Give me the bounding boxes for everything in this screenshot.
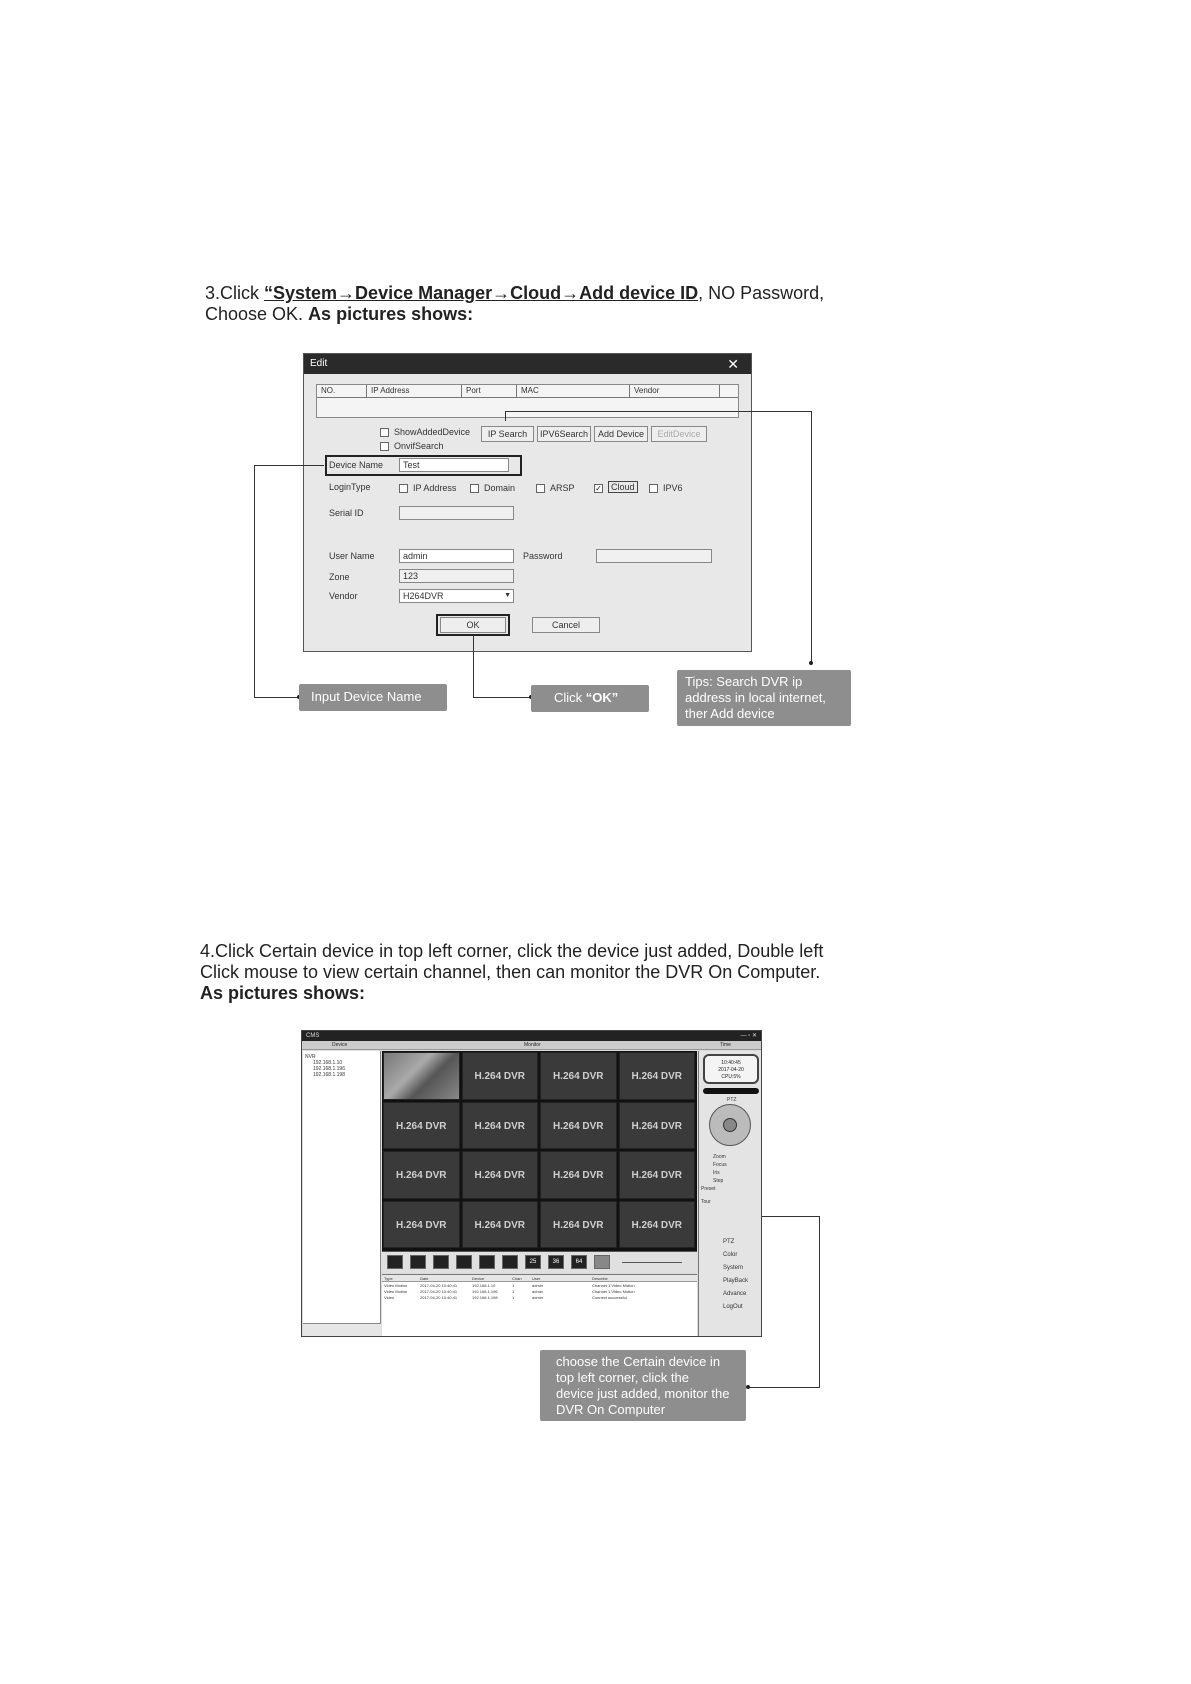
callout-click-ok-pre: Click bbox=[554, 690, 586, 705]
log-col-header: Describe bbox=[592, 1276, 608, 1281]
callout-tips: Tips: Search DVR ip address in local internet, ther Add device bbox=[677, 670, 851, 726]
show-added-checkbox[interactable] bbox=[380, 428, 389, 437]
log-cell: Channel 1 Video Motion bbox=[592, 1289, 635, 1294]
connector-tips-2 bbox=[505, 411, 812, 412]
ptz-title: PTZ bbox=[727, 1097, 737, 1103]
close-icon[interactable]: ✕ bbox=[727, 356, 739, 372]
header-time: Time bbox=[720, 1042, 731, 1048]
connector-step4-2 bbox=[819, 1216, 820, 1388]
tree-footer bbox=[303, 1323, 381, 1336]
vendor-value: H264DVR bbox=[403, 591, 444, 601]
step4-line3: As pictures shows: bbox=[200, 983, 366, 1003]
ptz-focus[interactable]: Focus bbox=[713, 1162, 727, 1168]
app-header-row bbox=[302, 1041, 762, 1050]
log-cell: Video Motion bbox=[384, 1289, 408, 1294]
header-monitor: Monitor bbox=[524, 1042, 541, 1048]
log-cell: 192.168.1.196 bbox=[472, 1289, 498, 1294]
connector-name-2 bbox=[254, 465, 255, 698]
video-channel-cell[interactable]: H.264 DVR bbox=[462, 1052, 539, 1100]
edit-dialog-screenshot bbox=[303, 353, 752, 652]
layout-25-button[interactable]: 25 bbox=[525, 1255, 541, 1269]
col-mac: MAC bbox=[517, 385, 630, 397]
cpu-usage: CPU:5% bbox=[721, 1074, 741, 1080]
volume-slider[interactable] bbox=[622, 1262, 682, 1263]
password-input[interactable] bbox=[596, 549, 712, 563]
header-divider bbox=[317, 397, 738, 398]
log-col-header: Device bbox=[472, 1276, 485, 1281]
right-control-panel bbox=[698, 1051, 762, 1337]
log-cell: 2017-04-20 10:40:41 bbox=[420, 1295, 458, 1300]
log-body bbox=[382, 1282, 697, 1306]
log-cell: admin bbox=[532, 1289, 543, 1294]
video-channel-cell[interactable]: H.264 DVR bbox=[619, 1052, 696, 1100]
layout-4-icon[interactable] bbox=[410, 1255, 426, 1269]
side-menu-advance[interactable]: Advance bbox=[723, 1291, 747, 1297]
layout-1-icon[interactable] bbox=[387, 1255, 403, 1269]
dialog-titlebar bbox=[304, 354, 751, 374]
layout-16-icon[interactable] bbox=[502, 1255, 518, 1269]
password-label: Password bbox=[523, 551, 563, 561]
side-menu-playback[interactable]: PlayBack bbox=[723, 1278, 749, 1284]
connector-name-3 bbox=[254, 697, 300, 698]
header-device: Device bbox=[332, 1042, 348, 1048]
vendor-label: Vendor bbox=[329, 591, 358, 601]
connector-ok-2 bbox=[473, 697, 532, 698]
login-domain-checkbox[interactable] bbox=[470, 484, 479, 493]
col-ip: IP Address bbox=[367, 385, 462, 397]
chevron-down-icon: ▼ bbox=[504, 592, 511, 599]
layout-9-icon[interactable] bbox=[479, 1255, 495, 1269]
login-arsp-label: ARSP bbox=[550, 483, 575, 493]
connector-ok-1 bbox=[473, 635, 474, 698]
login-arsp-checkbox[interactable] bbox=[536, 484, 545, 493]
login-ipv6-label: IPV6 bbox=[663, 483, 683, 493]
connector-dot bbox=[746, 1385, 750, 1389]
col-port: Port bbox=[462, 385, 517, 397]
side-menu-logout[interactable]: LogOut bbox=[723, 1304, 743, 1310]
log-cell: 1 bbox=[512, 1295, 515, 1300]
video-channel-live[interactable] bbox=[383, 1052, 460, 1100]
ptz-joystick[interactable] bbox=[709, 1104, 751, 1146]
layout-8-icon[interactable] bbox=[456, 1255, 472, 1269]
ip-search-button[interactable]: IP Search bbox=[481, 426, 534, 442]
login-ipv6-checkbox[interactable] bbox=[649, 484, 658, 493]
log-cell: Connect successful bbox=[592, 1295, 627, 1300]
log-cell: Channel 1 Video Motion bbox=[592, 1283, 635, 1288]
video-channel-cell[interactable]: H.264 DVR bbox=[462, 1102, 539, 1150]
dialog-title: Edit bbox=[310, 358, 328, 369]
ptz-step[interactable]: Step bbox=[713, 1178, 724, 1184]
onvif-label: OnvifSearch bbox=[394, 441, 444, 451]
callout-click-ok bbox=[531, 685, 649, 712]
serial-id-label: Serial ID bbox=[329, 508, 364, 518]
log-header bbox=[382, 1275, 697, 1282]
login-cloud-label: Cloud bbox=[608, 481, 638, 493]
connector-tips-1 bbox=[505, 411, 506, 421]
step4-instruction bbox=[200, 941, 960, 1004]
side-menu-ptz[interactable]: PTZ bbox=[723, 1239, 735, 1245]
video-channel-cell[interactable]: H.264 DVR bbox=[383, 1102, 460, 1150]
clock-display bbox=[703, 1054, 759, 1084]
log-cell: 1 bbox=[512, 1289, 515, 1294]
log-cell: admin bbox=[532, 1283, 543, 1288]
ptz-zoom[interactable]: Zoom bbox=[713, 1154, 726, 1160]
tree-item[interactable]: 192.168.1.196 bbox=[313, 1066, 345, 1072]
device-name-input[interactable]: Test bbox=[399, 458, 509, 472]
video-channel-cell[interactable]: H.264 DVR bbox=[540, 1102, 617, 1150]
username-label: User Name bbox=[329, 551, 375, 561]
ok-button[interactable]: OK bbox=[440, 617, 506, 633]
video-channel-cell[interactable]: H.264 DVR bbox=[383, 1201, 460, 1249]
log-cell: 2017-04-20 10:40:41 bbox=[420, 1289, 458, 1294]
step3-menu-path: “System→Device Manager→Cloud→Add device ID bbox=[264, 283, 699, 303]
connector-step4-1 bbox=[762, 1216, 820, 1217]
step4-line1: 4.Click Certain device in top left corner, click the device just added, Double left bbox=[200, 941, 824, 961]
fullscreen-icon[interactable] bbox=[594, 1255, 610, 1269]
log-col-header: Date bbox=[420, 1276, 429, 1281]
serial-id-input[interactable] bbox=[399, 506, 514, 520]
clock-time: 10:40:45 bbox=[721, 1060, 741, 1066]
side-menu bbox=[699, 1236, 762, 1336]
status-bar bbox=[703, 1088, 759, 1094]
video-channel-cell[interactable]: H.264 DVR bbox=[540, 1201, 617, 1249]
video-channel-cell[interactable]: H.264 DVR bbox=[619, 1151, 696, 1199]
alarm-log-table bbox=[382, 1274, 697, 1336]
log-col-header: Chan bbox=[512, 1276, 522, 1281]
layout-36-button[interactable]: 36 bbox=[548, 1255, 564, 1269]
show-added-label: ShowAddedDevice bbox=[394, 427, 471, 437]
callout-choose-device: choose the Certain device in top left corner, click the device just added, monitor the DVR On Computer bbox=[540, 1350, 746, 1421]
onvif-checkbox[interactable] bbox=[380, 442, 389, 451]
clock-date: 2017-04-20 bbox=[718, 1067, 744, 1073]
log-cell: 192.168.1.198 bbox=[472, 1295, 498, 1300]
app-title: CMS bbox=[306, 1033, 320, 1039]
video-channel-cell[interactable]: H.264 DVR bbox=[619, 1201, 696, 1249]
login-ip-label: IP Address bbox=[413, 483, 457, 493]
step3-line2-bold: As pictures shows: bbox=[308, 304, 474, 324]
username-input[interactable]: admin bbox=[399, 549, 514, 563]
log-cell: 1 bbox=[512, 1283, 515, 1288]
video-channel-cell[interactable]: H.264 DVR bbox=[540, 1052, 617, 1100]
ptz-iris[interactable]: Iris bbox=[713, 1170, 720, 1176]
connector-dot bbox=[809, 661, 813, 665]
tree-item[interactable]: 192.168.1.10 bbox=[313, 1060, 343, 1066]
step3-line2-normal: Choose OK. bbox=[205, 304, 309, 324]
step3-line2 bbox=[205, 304, 905, 325]
side-menu-system[interactable]: System bbox=[723, 1265, 744, 1271]
step3-suffix: , NO Password, bbox=[698, 283, 825, 303]
device-list-table bbox=[316, 384, 739, 418]
side-menu-color[interactable]: Color bbox=[723, 1252, 738, 1258]
col-vendor: Vendor bbox=[630, 385, 720, 397]
ptz-center-icon[interactable] bbox=[723, 1118, 737, 1132]
log-cell: admin bbox=[532, 1295, 543, 1300]
login-type-label: LoginType bbox=[329, 482, 371, 492]
layout-6-icon[interactable] bbox=[433, 1255, 449, 1269]
video-channel-cell[interactable]: H.264 DVR bbox=[462, 1151, 539, 1199]
log-col-header: User bbox=[532, 1276, 541, 1281]
connector-step4-3 bbox=[747, 1387, 820, 1388]
layout-64-button[interactable]: 64 bbox=[571, 1255, 587, 1269]
step3-prefix: 3.Click bbox=[205, 283, 265, 303]
add-device-button[interactable]: Add Device bbox=[594, 426, 648, 442]
login-cloud-checkbox[interactable]: ✓ bbox=[595, 484, 602, 493]
zone-label: Zone bbox=[329, 572, 350, 582]
device-tree-panel bbox=[303, 1051, 381, 1323]
cancel-button[interactable]: Cancel bbox=[532, 617, 600, 633]
callout-input-device-name: Input Device Name bbox=[299, 684, 447, 711]
cms-app-screenshot bbox=[301, 1030, 762, 1337]
video-channel-cell[interactable]: H.264 DVR bbox=[540, 1151, 617, 1199]
log-cell: Video Motion bbox=[384, 1283, 408, 1288]
step3-instruction bbox=[205, 283, 905, 325]
video-grid bbox=[382, 1051, 697, 1251]
tree-item[interactable]: 192.168.1.198 bbox=[313, 1072, 345, 1078]
log-cell: Video bbox=[384, 1295, 395, 1300]
login-domain-label: Domain bbox=[484, 483, 516, 493]
vendor-select[interactable] bbox=[399, 589, 514, 603]
ipv6-search-button[interactable]: IPV6Search bbox=[537, 426, 591, 442]
video-channel-cell[interactable]: H.264 DVR bbox=[619, 1102, 696, 1150]
callout-click-ok-bold: “OK” bbox=[585, 690, 619, 705]
video-channel-cell[interactable]: H.264 DVR bbox=[383, 1151, 460, 1199]
ptz-tour[interactable]: Tour bbox=[701, 1199, 711, 1205]
video-channel-cell[interactable]: H.264 DVR bbox=[462, 1201, 539, 1249]
connector-tips-3 bbox=[811, 411, 812, 663]
step4-line2: Click mouse to view certain channel, then can monitor the DVR On Computer. bbox=[200, 962, 821, 982]
col-no: NO. bbox=[317, 385, 367, 397]
log-col-header: Type bbox=[384, 1276, 393, 1281]
zone-input[interactable]: 123 bbox=[399, 569, 514, 583]
step3-line1 bbox=[205, 283, 905, 304]
login-ip-checkbox[interactable] bbox=[399, 484, 408, 493]
edit-device-button[interactable]: EditDevice bbox=[651, 426, 707, 442]
tree-root[interactable]: NVR bbox=[305, 1054, 316, 1060]
connector-name-1 bbox=[254, 465, 324, 466]
window-controls[interactable]: — ▫ ✕ bbox=[740, 1033, 757, 1039]
log-cell: 2017-04-20 10:40:41 bbox=[420, 1283, 458, 1288]
ptz-preset[interactable]: Preset bbox=[701, 1186, 716, 1192]
log-cell: 192.168.1.10 bbox=[472, 1283, 496, 1288]
device-name-label: Device Name bbox=[329, 460, 384, 470]
app-titlebar bbox=[302, 1031, 762, 1041]
